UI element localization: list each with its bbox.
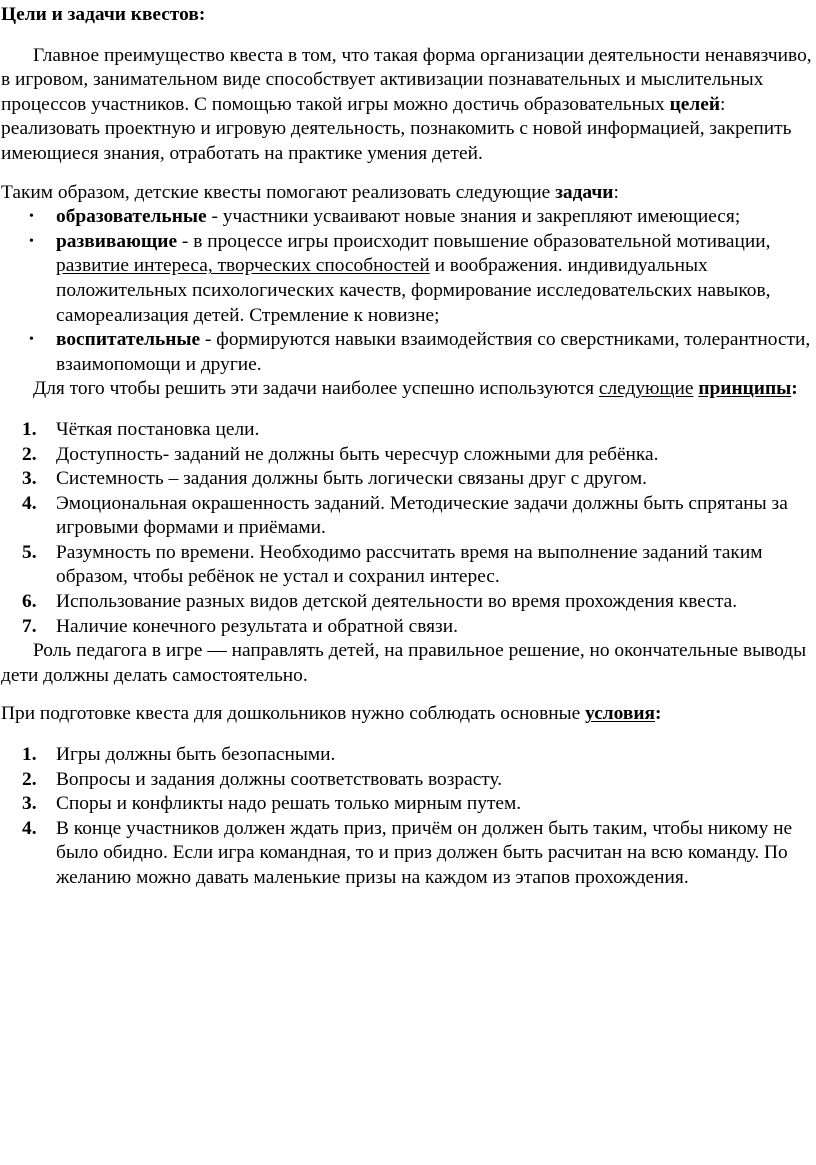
tasks-intro-paragraph xyxy=(0,181,816,206)
task-text: - участники усваивают новые знания и закрепляют имеющиеся; xyxy=(206,206,741,228)
conditions-bold-underlined: условия xyxy=(585,703,656,725)
list-item xyxy=(22,467,816,492)
item-text: Эмоциональная окрашенность заданий. Методические задачи должны быть спрятаны за игровыми формами и приёмами. xyxy=(56,492,788,539)
intro-text-2: : реализовать проектную и игровую деятельность, познакомить с новой информацией, закрепить имеющиеся знания, отработать на практике умения детей. xyxy=(1,93,792,164)
principles-bold-underlined: принципы xyxy=(698,378,792,400)
list-item xyxy=(22,768,816,793)
task-term: образовательные xyxy=(56,206,207,228)
item-text: Разумность по времени. Необходимо рассчитать время на выполнение заданий таким образом, чтобы ребёнок не устал и сохранил интерес. xyxy=(56,541,763,588)
conditions-intro-text: При подготовке квеста для дошкольников нужно соблюдать основные xyxy=(1,703,586,725)
item-text: В конце участников должен ждать приз, причём он должен быть таким, чтобы никому не было обидно. Если игра командная, то и приз должен быть расчитан на всю команду. По желанию можно давать маленькие призы на каждом из этапов прохождения. xyxy=(56,817,793,888)
principles-intro-text: Для того чтобы решить эти задачи наиболее успешно используются xyxy=(33,378,599,400)
list-item xyxy=(22,418,816,443)
item-text: Наличие конечного результата и обратной связи. xyxy=(56,615,458,637)
item-number: 3. xyxy=(22,793,37,815)
item-number: 3. xyxy=(22,468,37,490)
item-number: 2. xyxy=(22,443,37,465)
intro-paragraph xyxy=(0,44,816,167)
item-text: Чёткая постановка цели. xyxy=(56,418,260,440)
task-term: воспитательные xyxy=(56,329,201,351)
teacher-role-paragraph: Роль педагога в игре — направлять детей, на правильное решение, но окончательные выводы дети должны делать самостоятельно. xyxy=(1,640,807,686)
item-text: Споры и конфликты надо решать только мирным путем. xyxy=(56,793,522,815)
tasks-intro-text: Таким образом, детские квесты помогают реализовать следующие xyxy=(1,181,556,203)
item-text: Использование разных видов детской деятельности во время прохождения квеста. xyxy=(56,591,738,613)
list-item xyxy=(56,230,816,328)
intro-text-1: Главное преимущество квеста в том, что такая форма организации деятельности ненавязчиво, в игровом, занимательном виде способствует активизации познавательных и мыслительных процессов участников. С помощью такой игры можно достичь образовательных xyxy=(1,44,812,115)
tasks-intro-suffix: : xyxy=(613,181,619,203)
item-text: Вопросы и задания должны соответствовать возрасту. xyxy=(56,768,503,790)
list-item xyxy=(22,590,816,615)
item-number: 2. xyxy=(22,768,37,790)
item-number: 7. xyxy=(22,615,37,637)
item-number: 5. xyxy=(22,541,37,563)
task-underlined: развитие интереса, творческих способностей xyxy=(56,255,430,277)
list-item xyxy=(56,205,816,230)
task-term: развивающие xyxy=(56,230,178,252)
conditions-list xyxy=(0,743,816,891)
list-item xyxy=(22,615,816,640)
item-number: 4. xyxy=(22,492,37,514)
principles-underlined: следующие xyxy=(598,378,694,400)
principles-list xyxy=(0,418,816,639)
conditions-bold xyxy=(585,703,661,724)
list-item xyxy=(22,743,816,768)
item-number: 6. xyxy=(22,591,37,613)
item-number: 4. xyxy=(22,817,37,839)
list-item xyxy=(22,492,816,541)
principles-suffix: : xyxy=(791,378,798,400)
list-item xyxy=(22,443,816,468)
intro-bold-goals: целей xyxy=(669,93,720,115)
task-text: - формируются навыки взаимодействия со сверстниками, толерантности, взаимопомощи и другие. xyxy=(56,329,811,375)
item-text: Системность – задания должны быть логически связаны друг с другом. xyxy=(56,468,647,490)
principles-bold xyxy=(698,378,797,399)
list-item xyxy=(22,541,816,590)
item-text: Игры должны быть безопасными. xyxy=(56,744,336,766)
list-item xyxy=(22,792,816,817)
tasks-intro-bold: задачи xyxy=(555,181,614,203)
tasks-list xyxy=(0,205,816,377)
conditions-suffix: : xyxy=(655,703,662,725)
item-number: 1. xyxy=(22,744,37,766)
task-text-before: - в процессе игры происходит повышение образовательной мотивации, xyxy=(177,230,771,252)
list-item xyxy=(56,328,816,377)
item-number: 1. xyxy=(22,418,37,440)
page-title: Цели и задачи квестов: xyxy=(1,4,206,25)
list-item xyxy=(22,817,816,891)
task-text-after: и воображения. индивидуальных положительных психологических качеств, формирование исследовательских навыков, самореализация детей. Стремление к новизне; xyxy=(56,255,771,326)
conditions-intro-paragraph xyxy=(0,702,816,727)
item-text: Доступность- заданий не должны быть чересчур сложными для ребёнка. xyxy=(56,443,659,465)
principles-intro-paragraph xyxy=(0,377,816,402)
